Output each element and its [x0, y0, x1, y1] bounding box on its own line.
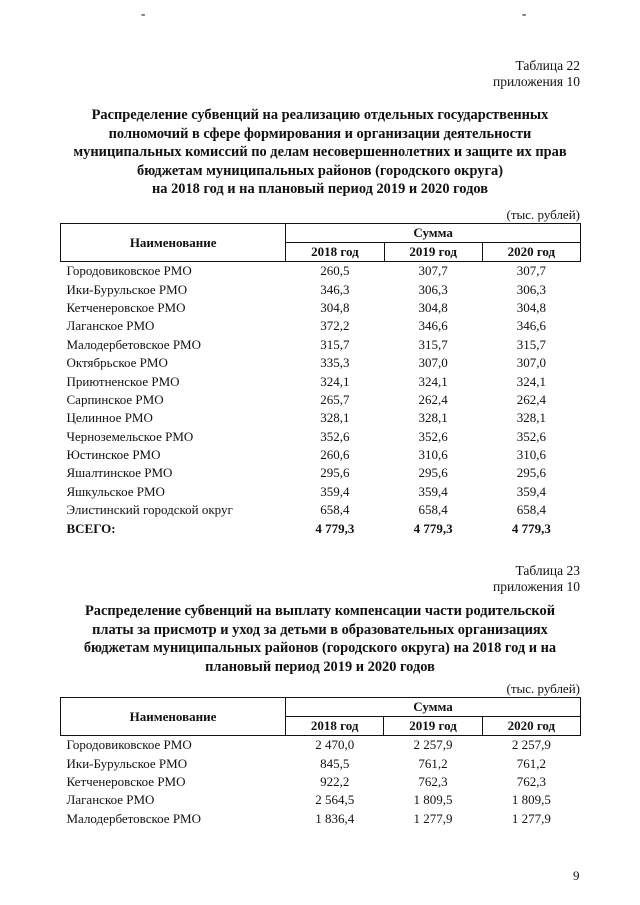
table23-title [60, 602, 580, 676]
table-row [61, 483, 581, 501]
table23-label: Таблица 23 [515, 563, 580, 578]
value-cell: 658,4 [516, 502, 546, 518]
value-cell: 262,4 [418, 391, 448, 407]
total-label: ВСЕГО: [66, 520, 116, 536]
table-row [61, 280, 581, 298]
row-name: Кетченеровское РМО [66, 773, 186, 789]
column-header-2020: 2020 год [482, 717, 580, 736]
value-cell: 762,3 [516, 773, 546, 789]
table-row [61, 754, 581, 772]
value-cell: 359,4 [516, 483, 546, 499]
value-cell: 352,6 [516, 428, 546, 444]
value-cell: 4 779,3 [315, 520, 355, 536]
table-row [61, 464, 581, 482]
value-cell: 359,4 [418, 483, 448, 499]
row-name: Приютненское РМО [66, 373, 180, 389]
table22-title-line: на 2018 год и на плановый период 2019 и 2020 годов [152, 181, 488, 197]
row-name: Малодербетовское РМО [66, 336, 202, 352]
table23-unit: (тыс. рублей) [506, 681, 580, 696]
value-cell: 307,7 [516, 263, 546, 279]
table23-appendix: приложения 10 [492, 579, 580, 594]
table-row [61, 299, 581, 317]
value-cell: 4 779,3 [511, 520, 551, 536]
table-row [61, 372, 581, 390]
value-cell: 304,8 [320, 299, 350, 315]
value-cell: 295,6 [320, 465, 350, 481]
table23-title-line: платы за присмотр и уход за детьми в образовательных организациях [92, 621, 548, 638]
value-cell: 359,4 [320, 483, 350, 499]
table-row [61, 354, 581, 372]
value-cell: 315,7 [320, 336, 350, 352]
table23-label-block [493, 563, 580, 595]
table22-appendix: приложения 10 [492, 74, 580, 89]
value-cell: 304,8 [418, 299, 448, 315]
table-row [61, 810, 581, 828]
value-cell: 4 779,3 [413, 520, 453, 536]
table22-title-line: бюджетам муниципальных районов (городского округа) [137, 162, 503, 179]
column-header-sum: Сумма [286, 224, 581, 243]
table-row [61, 317, 581, 335]
table-row [61, 736, 581, 755]
value-cell: 2 257,9 [511, 737, 551, 753]
value-cell: 315,7 [418, 336, 448, 352]
table-row [61, 428, 581, 446]
column-header-2020: 2020 год [482, 243, 580, 262]
value-cell: 2 564,5 [315, 792, 355, 808]
value-cell: 306,3 [418, 281, 448, 297]
value-cell: 307,0 [516, 355, 546, 371]
table-row [61, 446, 581, 464]
value-cell: 761,2 [516, 755, 546, 771]
value-cell: 845,5 [320, 755, 350, 771]
value-cell: 328,1 [320, 410, 350, 426]
table23-title-line: плановый период 2019 и 2020 годов [205, 658, 435, 675]
value-cell: 346,3 [320, 281, 350, 297]
value-cell: 306,3 [516, 281, 546, 297]
table22-unit: (тыс. рублей) [506, 207, 580, 222]
value-cell: 922,2 [320, 773, 350, 789]
value-cell: 307,7 [418, 263, 448, 279]
table22-title-line: Распределение субвенций на реализацию отдельных государственных [91, 107, 549, 123]
value-cell: 352,6 [418, 428, 448, 444]
value-cell: 307,0 [418, 355, 448, 371]
table22-title-line: муниципальных комиссий по делам несовершеннолетних и защите их прав [73, 144, 567, 160]
table-row [61, 409, 581, 427]
table-row [61, 791, 581, 809]
value-cell: 1 809,5 [413, 792, 453, 808]
value-cell: 762,3 [418, 773, 448, 789]
top-mark-left: - [141, 6, 146, 21]
column-header-2019: 2019 год [384, 243, 482, 262]
column-header-name: Наименование [61, 224, 286, 262]
row-name: Яшкульское РМО [66, 483, 165, 499]
row-name: Городовиковское РМО [66, 737, 192, 753]
value-cell: 260,6 [320, 447, 350, 463]
value-cell: 2 257,9 [413, 737, 453, 753]
value-cell: 352,6 [320, 428, 350, 444]
row-name: Черноземельское РМО [66, 428, 194, 444]
value-cell: 265,7 [320, 391, 350, 407]
value-cell: 2 470,0 [315, 737, 355, 753]
row-name: Октябрьское РМО [66, 355, 168, 371]
value-cell: 1 836,4 [315, 810, 355, 826]
table-total-row [61, 519, 581, 537]
value-cell: 1 809,5 [511, 792, 551, 808]
column-header-sum: Сумма [286, 698, 581, 717]
value-cell: 315,7 [516, 336, 546, 352]
value-cell: 346,6 [418, 318, 448, 334]
value-cell: 304,8 [516, 299, 546, 315]
row-name: Малодербетовское РМО [66, 810, 202, 826]
table-row [61, 336, 581, 354]
value-cell: 335,3 [320, 355, 350, 371]
table22-title [60, 106, 580, 199]
table23 [60, 697, 581, 828]
value-cell: 310,6 [418, 447, 448, 463]
value-cell: 372,2 [320, 318, 350, 334]
value-cell: 658,4 [418, 502, 448, 518]
row-name: Яшалтинское РМО [66, 465, 173, 481]
value-cell: 1 277,9 [413, 810, 453, 826]
value-cell: 328,1 [516, 410, 546, 426]
row-name: Юстинское РМО [66, 447, 161, 463]
row-name: Элистинский городской округ [66, 502, 233, 518]
column-header-2018: 2018 год [286, 717, 384, 736]
value-cell: 310,6 [516, 447, 546, 463]
value-cell: 324,1 [516, 373, 546, 389]
row-name: Ики-Бурульское РМО [66, 281, 188, 297]
value-cell: 328,1 [418, 410, 448, 426]
value-cell: 346,6 [516, 318, 546, 334]
table23-title-line: Распределение субвенций на выплату компенсации части родительской [85, 603, 555, 619]
table-row [61, 262, 581, 281]
row-name: Целинное РМО [66, 410, 153, 426]
top-mark-right: - [522, 6, 527, 21]
table-row [61, 501, 581, 519]
value-cell: 761,2 [418, 755, 448, 771]
table22 [60, 223, 581, 538]
row-name: Городовиковское РМО [66, 263, 192, 279]
column-header-2018: 2018 год [286, 243, 384, 262]
row-name: Сарпинское РМО [66, 391, 164, 407]
value-cell: 295,6 [516, 465, 546, 481]
value-cell: 295,6 [418, 465, 448, 481]
value-cell: 658,4 [320, 502, 350, 518]
column-header-name: Наименование [61, 698, 286, 736]
row-name: Лаганское РМО [66, 318, 155, 334]
table22-title-line: полномочий в сфере формирования и организации деятельности [108, 125, 532, 142]
table23-title-line: бюджетам муниципальных районов (городского округа) на 2018 год и на [83, 640, 557, 656]
value-cell: 260,5 [320, 263, 350, 279]
row-name: Лаганское РМО [66, 792, 155, 808]
table22-label-block [493, 58, 580, 90]
value-cell: 262,4 [516, 391, 546, 407]
table-row [61, 391, 581, 409]
top-marks [0, 6, 640, 20]
value-cell: 1 277,9 [511, 810, 551, 826]
page-number: 9 [573, 868, 580, 883]
column-header-2019: 2019 год [384, 717, 482, 736]
table22-label: Таблица 22 [515, 58, 580, 73]
table-row [61, 773, 581, 791]
value-cell: 324,1 [320, 373, 350, 389]
value-cell: 324,1 [418, 373, 448, 389]
row-name: Ики-Бурульское РМО [66, 755, 188, 771]
row-name: Кетченеровское РМО [66, 299, 186, 315]
